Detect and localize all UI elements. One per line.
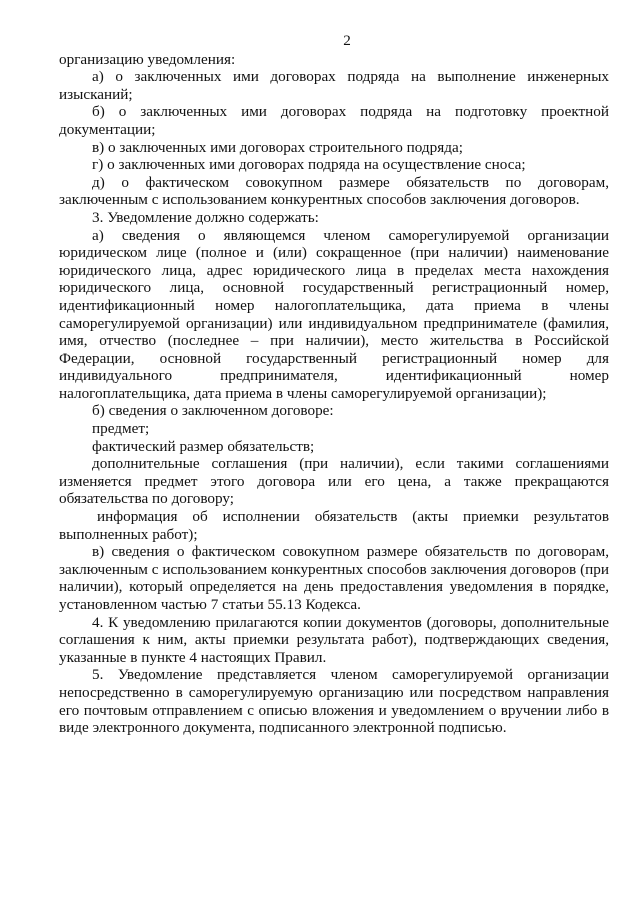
paragraph: информация об исполнении обязательств (акты приемки результатов выполненных работ); — [59, 508, 609, 543]
paragraph: а) сведения о являющемся членом саморегулируемой организации юридическом лице (полное и (или) сокращенное (при наличии) наименование юридического лица, адрес юридического лица в пределах места нахождения юридического лица, основной государственный регистрационный номер, идентификационный номер налогоплательщика, дата приема в члены саморегулируемой организации) или индивидуальном предпринимателе (фамилия, имя, отчество (последнее – при наличии), место жительства в Российской Федерации, основной государственный регистрационный номер для индивидуального предпринимателя, идентификационный номер налогоплательщика, дата приема в члены саморегулируемой организации); — [59, 226, 609, 402]
paragraph: б) о заключенных ими договорах подряда на подготовку проектной документации; — [59, 103, 609, 138]
document-body — [59, 51, 609, 737]
paragraph: организацию уведомления: — [59, 50, 236, 68]
paragraph: 3. Уведомление должно содержать: — [92, 208, 319, 226]
paragraph: г) о заключенных ими договорах подряда на осуществление сноса; — [92, 156, 526, 174]
paragraph: предмет; — [92, 420, 150, 438]
paragraph: 5. Уведомление представляется членом саморегулируемой организации непосредственно в саморегулируемую организацию или посредством направления его почтовым отправлением с описью вложения и уведомлением о вручении либо в виде электронного документа, подписанного электронной подписью. — [59, 666, 609, 737]
paragraph: дополнительные соглашения (при наличии), если такими соглашениями изменяется предмет этого договора или его цена, а также прекращаются обязательства по договору; — [59, 455, 609, 508]
paragraph: а) о заключенных ими договорах подряда на выполнение инженерных изысканий; — [59, 68, 609, 103]
paragraph: в) о заключенных ими договорах строительного подряда; — [92, 138, 463, 156]
paragraph: фактический размер обязательств; — [92, 437, 315, 455]
page-number: 2 — [343, 32, 351, 49]
paragraph: б) сведения о заключенном договоре: — [92, 402, 334, 420]
paragraph: д) о фактическом совокупном размере обязательств по договорам, заключенным с использованием конкурентных способов заключения договоров. — [59, 173, 609, 209]
paragraph: в) сведения о фактическом совокупном размере обязательств по договорам, заключенным с использованием конкурентных способов заключения договоров (при наличии), который определяется на день предоставления уведомления в порядке, установленном частью 7 статьи 55.13 Кодекса. — [59, 543, 609, 613]
paragraph: 4. К уведомлению прилагаются копии документов (договоры, дополнительные соглашения к ним, акты приемки результата работ), подтверждающих сведения, указанные в пункте 4 настоящих Правил. — [59, 613, 609, 666]
